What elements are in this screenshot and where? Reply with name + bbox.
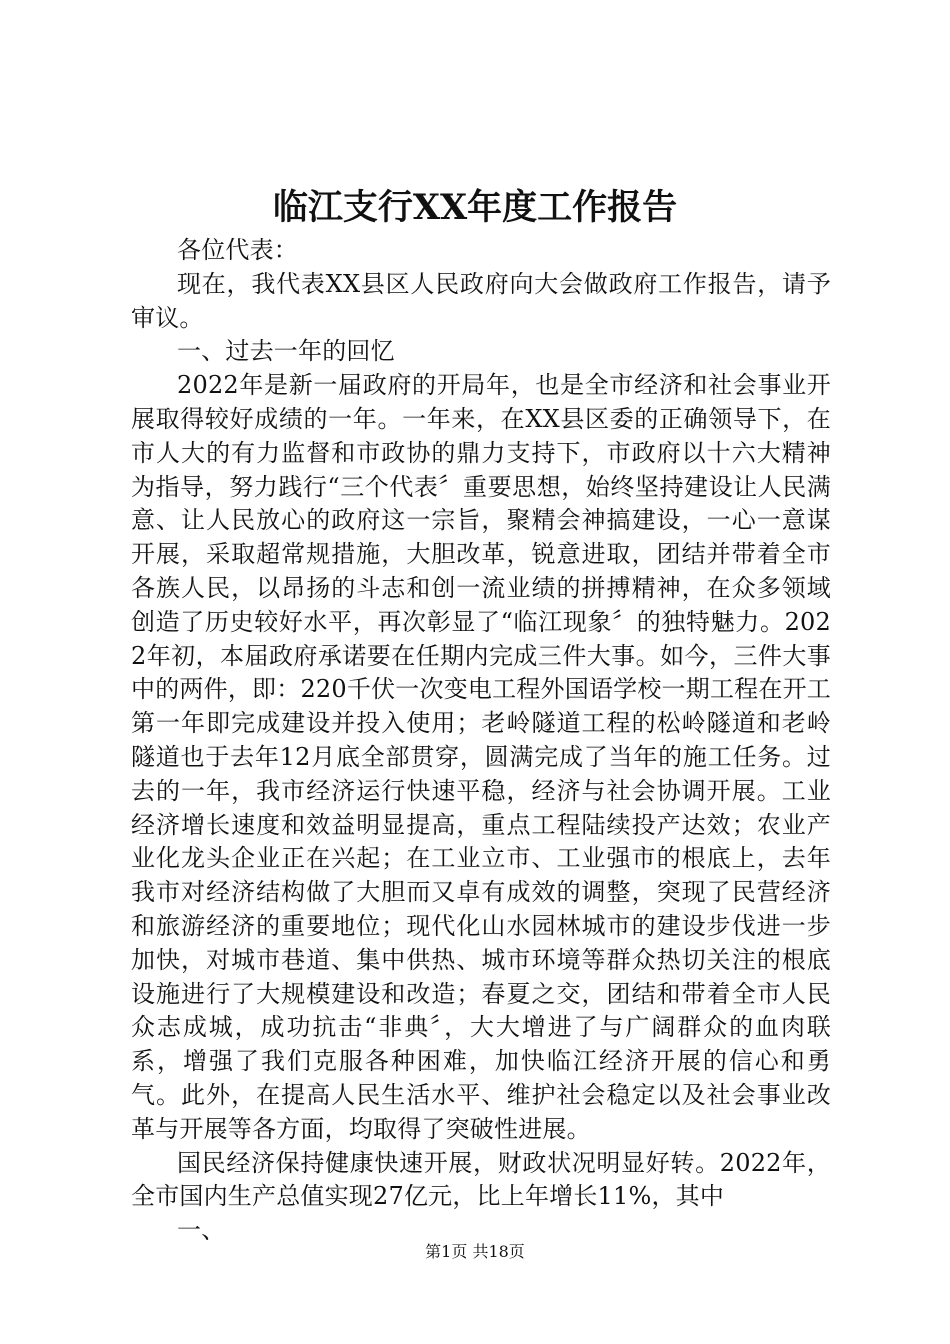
review-paragraph: 2022年是新一届政府的开局年，也是全市经济和社会事业开展取得较好成绩的一年。一年来，在XX县区委的正确领导下，在市人大的有力监督和市政协的鼎力支持下，市政府以十六大精神为指导，努力践行“三个代表〞重要思想，始终坚持建设让人民满意、让人民放心的政府这一宗旨，聚精会神搞建设，一心一意谋开展，采取超常规措施，大胆改革，锐意进取，团结并带着全市各族人民，以昂扬的斗志和创一流业绩的拼搏精神，在众多领域创造了历史较好水平，再次彰显了“临江现象〞的独特魅力。2022年初，本届政府承诺要在任期内完成三件大事。如今，三件大事中的两件，即：220千伏一次变电工程外国语学校一期工程在开工第一年即完成建设并投入使用；老岭隧道工程的松岭隧道和老岭隧道也于去年12月底全部贯穿，圆满完成了当年的施工任务。过去的一年，我市经济运行快速平稳，经济与社会协调开展。工业经济增长速度和效益明显提高，重点工程陆续投产达效；农业产业化龙头企业正在兴起；在工业立市、工业强市的根底上，去年我市对经济结构做了大胆而又卓有成效的调整，突现了民营经济和旅游经济的重要地位；现代化山水园林城市的建设步伐进一步加快，对城市巷道、集中供热、城市环境等群众热切关注的根底设施进行了大规模建设和改造；春夏之交，团结和带着全市人民众志成城，成功抗击“非典〞，大大增进了与广阔群众的血肉联系，增强了我们克服各种困难，加快临江经济开展的信心和勇气。此外，在提高人民生活水平、维护社会稳定以及社会事业改革与开展等各方面，均取得了突破性进展。 (131, 371, 831, 1143)
intro-paragraph: 现在，我代表XX县区人民政府向大会做政府工作报告，请予审议。 (131, 269, 831, 332)
section-heading: 一、过去一年的回忆 (177, 337, 395, 366)
greeting-paragraph: 各位代表： (177, 236, 298, 264)
document-body (131, 234, 831, 1248)
document-title: 临江支行XX年度工作报告 (272, 187, 678, 228)
subsection-marker: 一、 (177, 1216, 226, 1245)
economy-paragraph: 国民经济保持健康快速开展，财政状况明显好转。2022年，全市国内生产总值实现27亿元，比上年增长11%，其中 (131, 1148, 831, 1211)
page-number-footer: 第1页 共18页 (425, 1242, 525, 1261)
